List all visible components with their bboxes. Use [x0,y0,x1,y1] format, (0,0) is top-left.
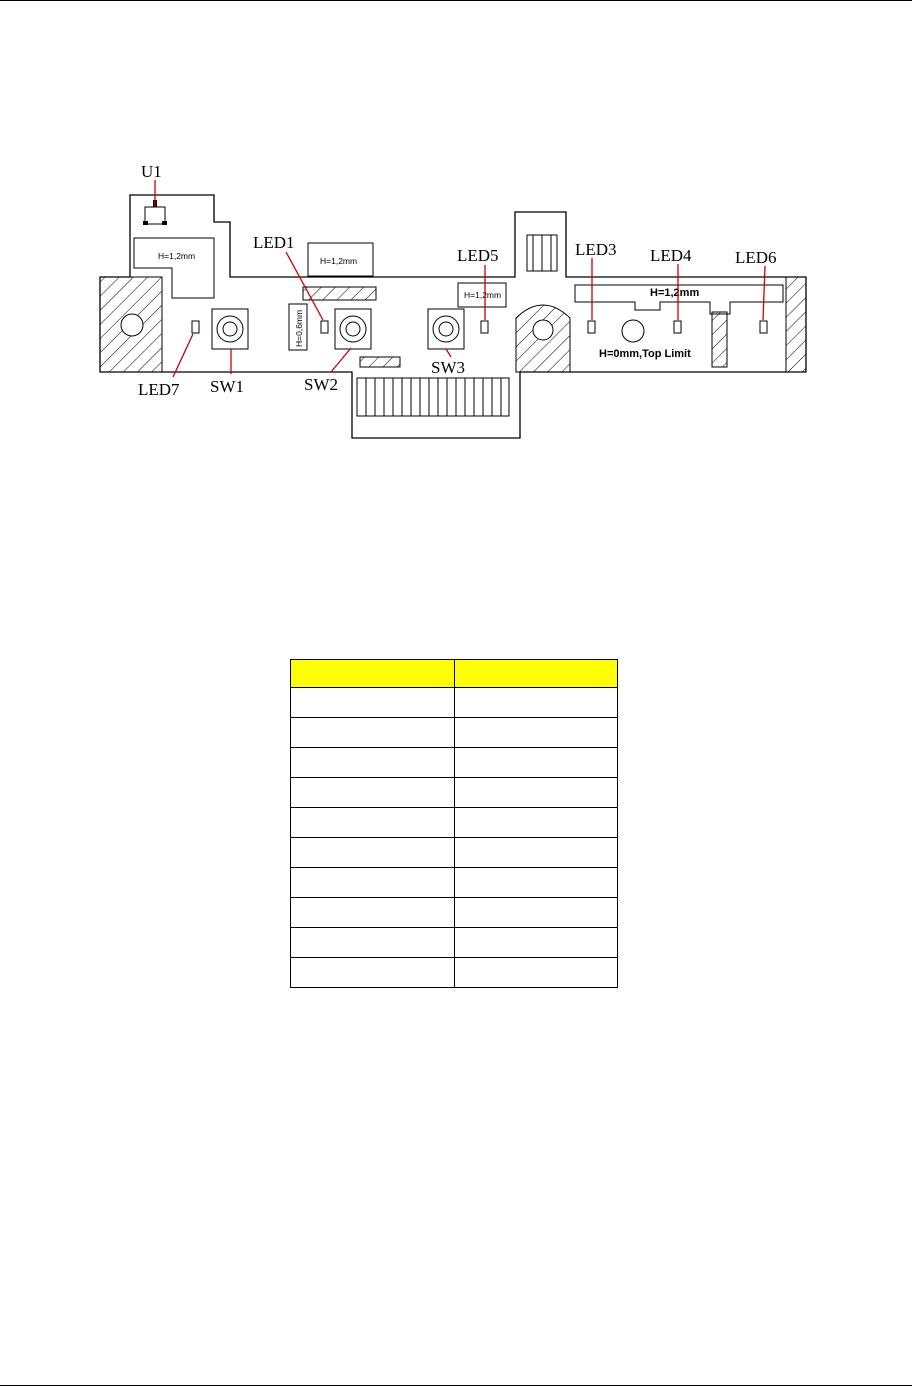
led-led4 [674,321,681,333]
table-row [291,838,618,868]
table-header-cell [291,660,455,688]
callout-led1: LED1 [253,233,295,252]
height-note-left: H=1,2mm [158,251,196,261]
table-cell [291,718,455,748]
callout-sw2: SW2 [304,375,338,394]
table-cell [455,928,618,958]
table-row [291,928,618,958]
table-cell [455,838,618,868]
table-row [291,778,618,808]
led-led7 [192,321,199,333]
table-cell [291,838,455,868]
height-note-vertical: H=0,6mm [294,309,304,347]
table-row [291,898,618,928]
table-cell [455,868,618,898]
table-cell [291,958,455,988]
callout-led7: LED7 [138,380,180,399]
table-cell [291,748,455,778]
table-cell [291,808,455,838]
board-diagram [0,0,912,470]
callout-u1: U1 [141,162,162,181]
switch-sw2 [335,309,371,349]
component-table [290,659,618,988]
switch-sw1 [212,309,248,349]
table-cell [455,778,618,808]
callout-sw1: SW1 [210,377,244,396]
table-row [291,688,618,718]
table-cell [455,958,618,988]
table-cell [455,808,618,838]
footer-rule [0,1385,912,1386]
led-led6 [760,321,767,333]
table-cell [291,868,455,898]
table-cell [291,898,455,928]
right-keepout [786,277,806,372]
table-row [291,958,618,988]
table-row [291,808,618,838]
table-cell [455,688,618,718]
callout-led6: LED6 [735,248,777,267]
height-note-top-limit: H=0mm,Top Limit [599,348,691,360]
table-cell [291,778,455,808]
table-cell [291,928,455,958]
switch-sw3 [428,309,464,349]
callout-led5: LED5 [457,246,499,265]
height-note-led5: H=1,2mm [464,290,502,300]
table-header-row [291,660,618,688]
height-note-right: H=1,2mm [650,287,700,299]
table-row [291,748,618,778]
callout-sw3: SW3 [431,358,465,377]
led-led3 [588,321,595,333]
table-cell [455,748,618,778]
callout-led4: LED4 [650,246,692,265]
callout-led3: LED3 [575,240,617,259]
table-cell [455,718,618,748]
table-header-cell [455,660,618,688]
table-row [291,718,618,748]
height-note-center: H=1,2mm [320,256,358,266]
table-cell [291,688,455,718]
table-cell [455,898,618,928]
led-led5 [481,321,488,333]
led-led1 [321,321,328,333]
table-row [291,868,618,898]
